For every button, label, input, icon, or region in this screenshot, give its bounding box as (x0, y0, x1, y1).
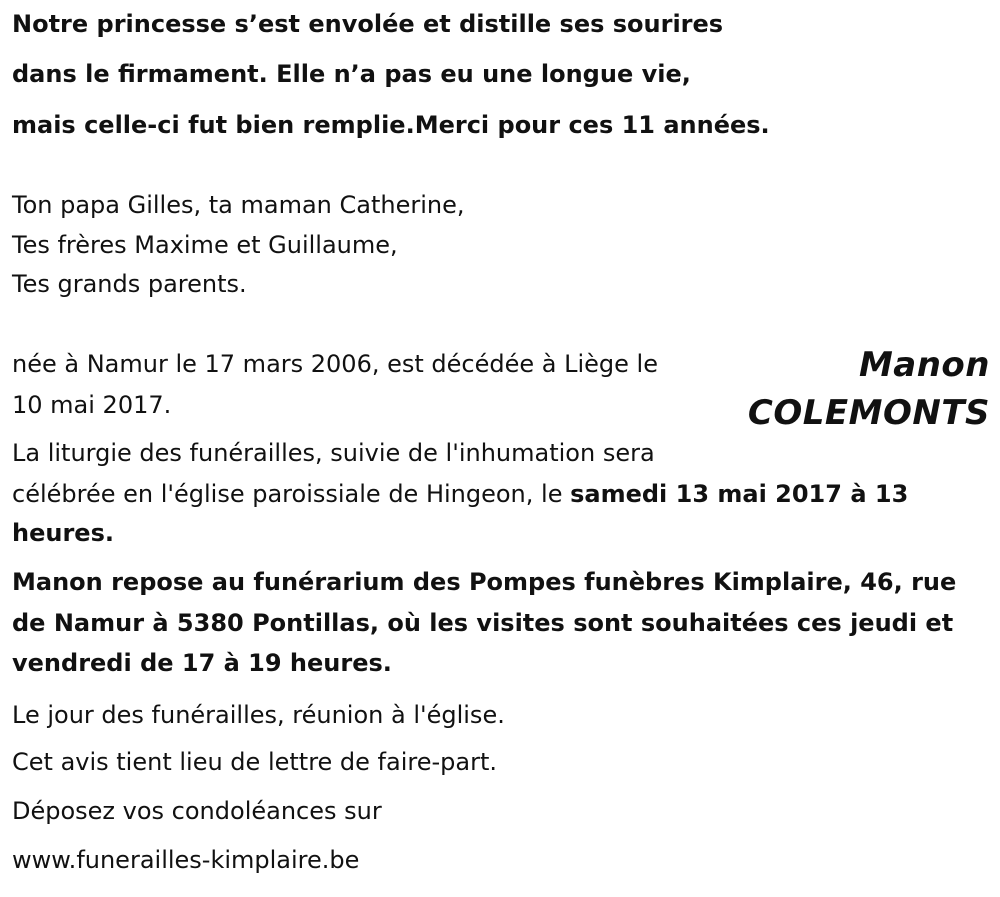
family-line-1: Ton papa Gilles, ta maman Catherine, (12, 191, 465, 219)
deceased-last-name: COLEMONTS (747, 393, 990, 433)
condolences-intro: Déposez vos condoléances sur (12, 797, 382, 825)
liturgy-line-1: La liturgie des funérailles, suivie de l'inhumation sera (12, 439, 655, 467)
epitaph-line-2: dans le firmament. Elle n’a pas eu une longue vie, (12, 60, 691, 88)
notice-text: Cet avis tient lieu de lettre de faire-part. (12, 748, 497, 776)
liturgy-line-3: heures. (12, 519, 114, 547)
funeral-meeting-text: Le jour des funérailles, réunion à l'église. (12, 701, 505, 729)
family-line-2: Tes frères Maxime et Guillaume, (12, 231, 398, 259)
epitaph-line-1: Notre princesse s’est envolée et distille ses sourires (12, 10, 724, 38)
family-line-3: Tes grands parents. (12, 270, 247, 298)
liturgy-location: célébrée en l'église paroissiale de Hingeon, le (12, 480, 571, 508)
birth-death-line-1: née à Namur le 17 mars 2006, est décédée à Liège le (12, 350, 658, 378)
liturgy-date: samedi 13 mai 2017 à 13 (570, 480, 909, 508)
visitation-line-1: Manon repose au funérarium des Pompes funèbres Kimplaire, 46, rue (12, 568, 957, 596)
deceased-first-name: Manon (858, 345, 990, 385)
liturgy-line-2 (12, 479, 908, 509)
visitation-line-3: vendredi de 17 à 19 heures. (12, 649, 392, 677)
birth-death-line-2: 10 mai 2017. (12, 391, 172, 419)
website-link[interactable]: www.funerailles-kimplaire.be (12, 846, 360, 874)
visitation-line-2: de Namur à 5380 Pontillas, où les visites sont souhaitées ces jeudi et (12, 609, 954, 637)
epitaph-line-3: mais celle-ci fut bien remplie.Merci pour ces 11 années. (12, 111, 770, 139)
